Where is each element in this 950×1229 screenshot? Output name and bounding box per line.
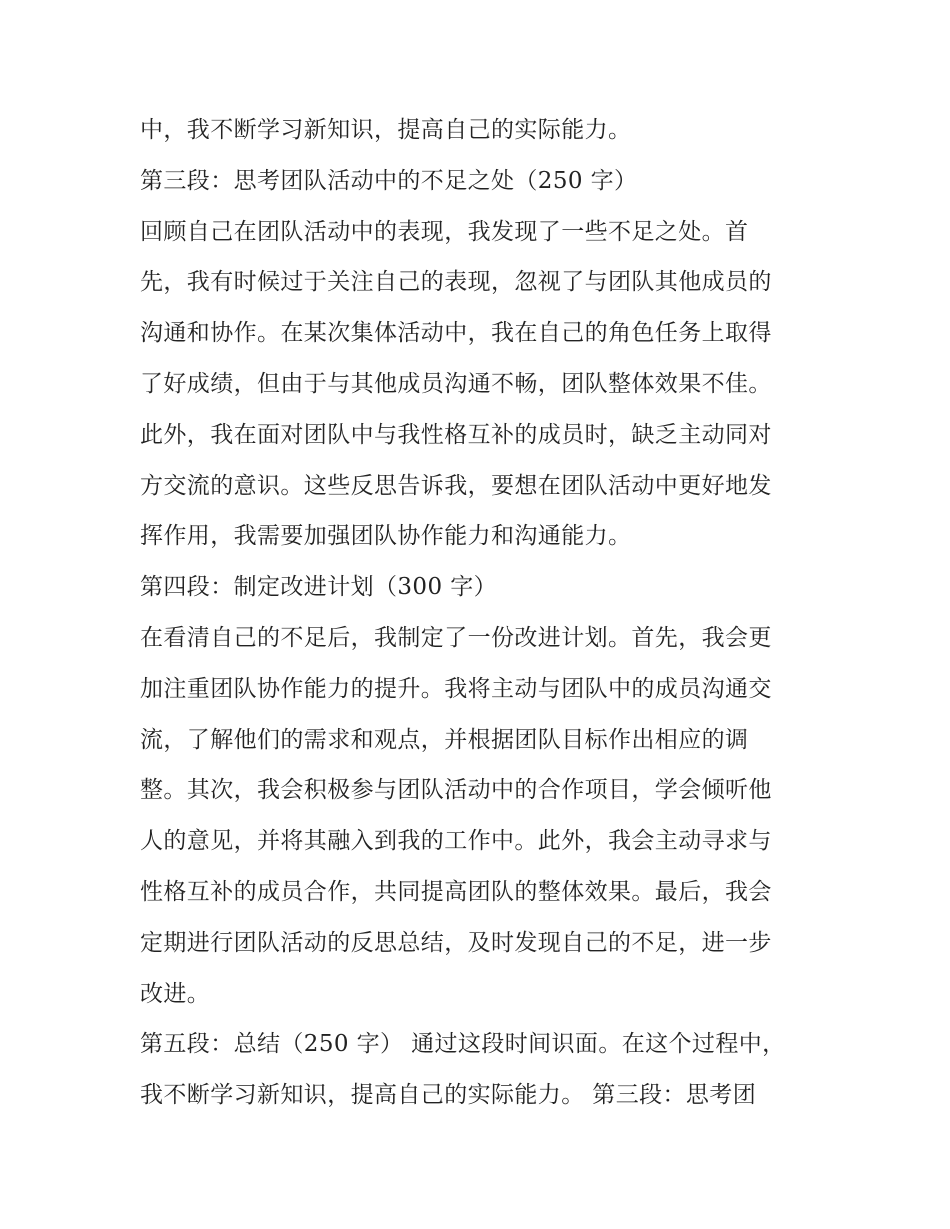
text-line: 改进。: [140, 980, 211, 1007]
text-line: 沟通和协作。在某次集体活动中，我在自己的角色任务上取得: [140, 320, 772, 347]
text-line: 挥作用，我需要加强团队协作能力和沟通能力。: [140, 523, 632, 550]
text-line: 流，了解他们的需求和观点，并根据团队目标作出相应的调: [140, 726, 749, 753]
section-heading: 第四段：制定改进计划（300 字）: [140, 574, 498, 601]
text-line: 回顾自己在团队活动中的表现，我发现了一些不足之处。首: [140, 218, 749, 245]
text-line: 性格互补的成员合作，共同提高团队的整体效果。最后，我会: [140, 878, 772, 905]
text-line: 先，我有时候过于关注自己的表现，忽视了与团队其他成员的: [140, 269, 772, 296]
document-body: [140, 105, 820, 1121]
section-heading: 第三段：思考团队活动中的不足之处（250 字）: [140, 167, 638, 194]
text-line: 在看清自己的不足后，我制定了一份改进计划。首先，我会更: [140, 624, 772, 651]
text-line: 整。其次，我会积极参与团队活动中的合作项目，学会倾听他: [140, 777, 772, 804]
text-line: 定期进行团队活动的反思总结，及时发现自己的不足，进一步: [140, 929, 772, 956]
section-heading: 第五段：总结（250 字） 通过这段时间识面。在这个过程中，: [140, 1031, 786, 1058]
text-line: 中，我不断学习新知识，提高自己的实际能力。: [140, 117, 632, 143]
text-line: 我不断学习新知识，提高自己的实际能力。 第三段：思考团: [140, 1082, 757, 1109]
text-line: 此外，我在面对团队中与我性格互补的成员时，缺乏主动同对: [140, 421, 772, 448]
text-line: 了好成绩，但由于与其他成员沟通不畅，团队整体效果不佳。: [140, 370, 772, 397]
text-line: 方交流的意识。这些反思告诉我，要想在团队活动中更好地发: [140, 472, 772, 499]
text-line: 加注重团队协作能力的提升。我将主动与团队中的成员沟通交: [140, 675, 772, 702]
text-line: 人的意见，并将其融入到我的工作中。此外，我会主动寻求与: [140, 828, 772, 855]
